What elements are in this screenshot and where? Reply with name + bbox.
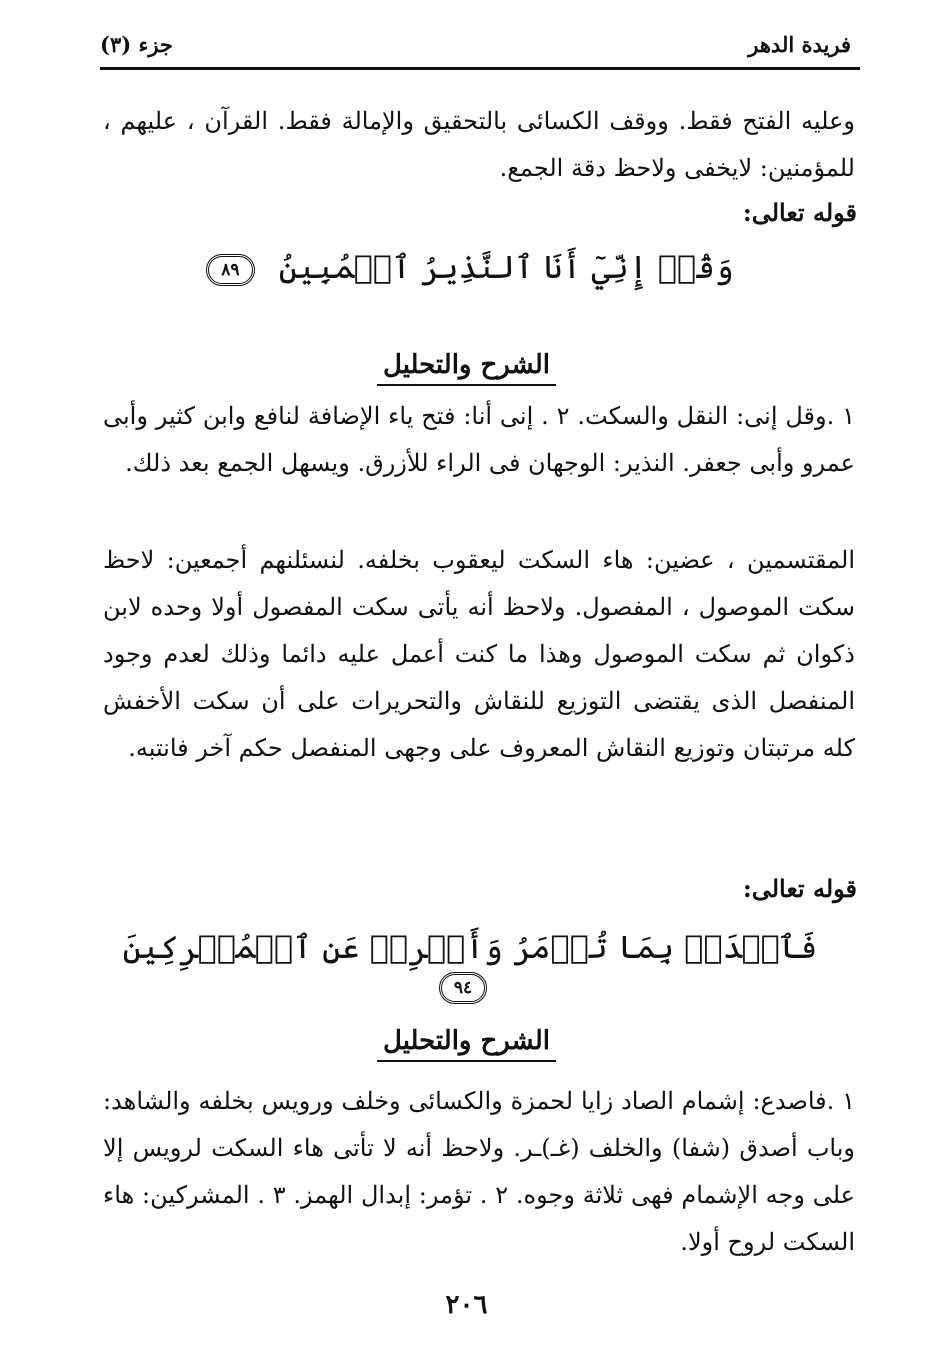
section2-para1: ١ .فاصدع: إشمام الصاد زايا لحمزة والكسائى وخلف ورويس بخلفه والشاهد: وباب أصدق (شفا) والخلف (غـ)ـر. ولاحظ أنه لا تأتى هاء السكت لرويس إلا على وجه الإشمام فهى ثلاثة وجوه. ٢ . تؤمر: إبدال الهمز. ٣ . المشركين: هاء السكت لروح أولا. bbox=[103, 1087, 856, 1256]
verse1 bbox=[120, 248, 820, 286]
verse2 bbox=[120, 928, 820, 1004]
page-number: ٢٠٦ bbox=[445, 1290, 488, 1320]
section1-heading-text: الشرح والتحليل bbox=[377, 350, 556, 386]
verse1-label: قوله تعالى: bbox=[742, 198, 857, 227]
verse1-ayah-marker: ٨٩ bbox=[206, 254, 254, 286]
section2-heading-text: الشرح والتحليل bbox=[377, 1026, 556, 1062]
section2-heading bbox=[0, 1026, 933, 1062]
verse2-ayah-marker: ٩٤ bbox=[439, 972, 487, 1004]
book-title: فريدة الدهر bbox=[748, 32, 851, 57]
verse1-text: وَقُلۡ إِنِّيٓ أَنَا ٱلنَّذِيرُ ٱلۡمُبِينُ bbox=[278, 248, 734, 286]
section1-para2: المقتسمين ، عضين: هاء السكت ليعقوب بخلفه. لنسئلنهم أجمعين: لاحظ سكت الموصول ، المفصول. ولاحظ أنه يأتى سكت المفصول أولا وحده لابن ذكوان ثم سكت الموصول وهذا ما كنت أعمل عليه دائما وذلك لعدم وجود المنفصل الذى يقتضى التوزيع للنقاش والتحريرات على أن سكت الأخفش كله مرتبتان وتوزيع النقاش المعروف على وجهى المنفصل حكم آخر فانتبه. bbox=[103, 546, 855, 762]
part-label: جزء (٣) bbox=[100, 32, 173, 57]
verse2-label: قوله تعالى: bbox=[742, 874, 857, 903]
section1-para1: ١ .وقل إنى: النقل والسكت. ٢ . إنى أنا: فتح ياء الإضافة لنافع وابن كثير وأبى عمرو وأبى جعفر. النذير: الوجهان فى الراء للأزرق. ويسهل الجمع بعد ذلك. bbox=[103, 402, 855, 477]
verse2-text: فَٱصۡدَعۡ بِمَا تُؤۡمَرُ وَأَعۡرِضۡ عَنِ ٱلۡمُشۡرِكِينَ bbox=[122, 928, 818, 966]
header-rule bbox=[100, 67, 860, 70]
section1-heading bbox=[0, 350, 933, 386]
intro-paragraph: وعليه الفتح فقط. ووقف الكسائى بالتحقيق والإمالة فقط. القرآن ، عليهم ، للمؤمنين: لايخفى ولاحظ دقة الجمع. bbox=[103, 107, 856, 182]
